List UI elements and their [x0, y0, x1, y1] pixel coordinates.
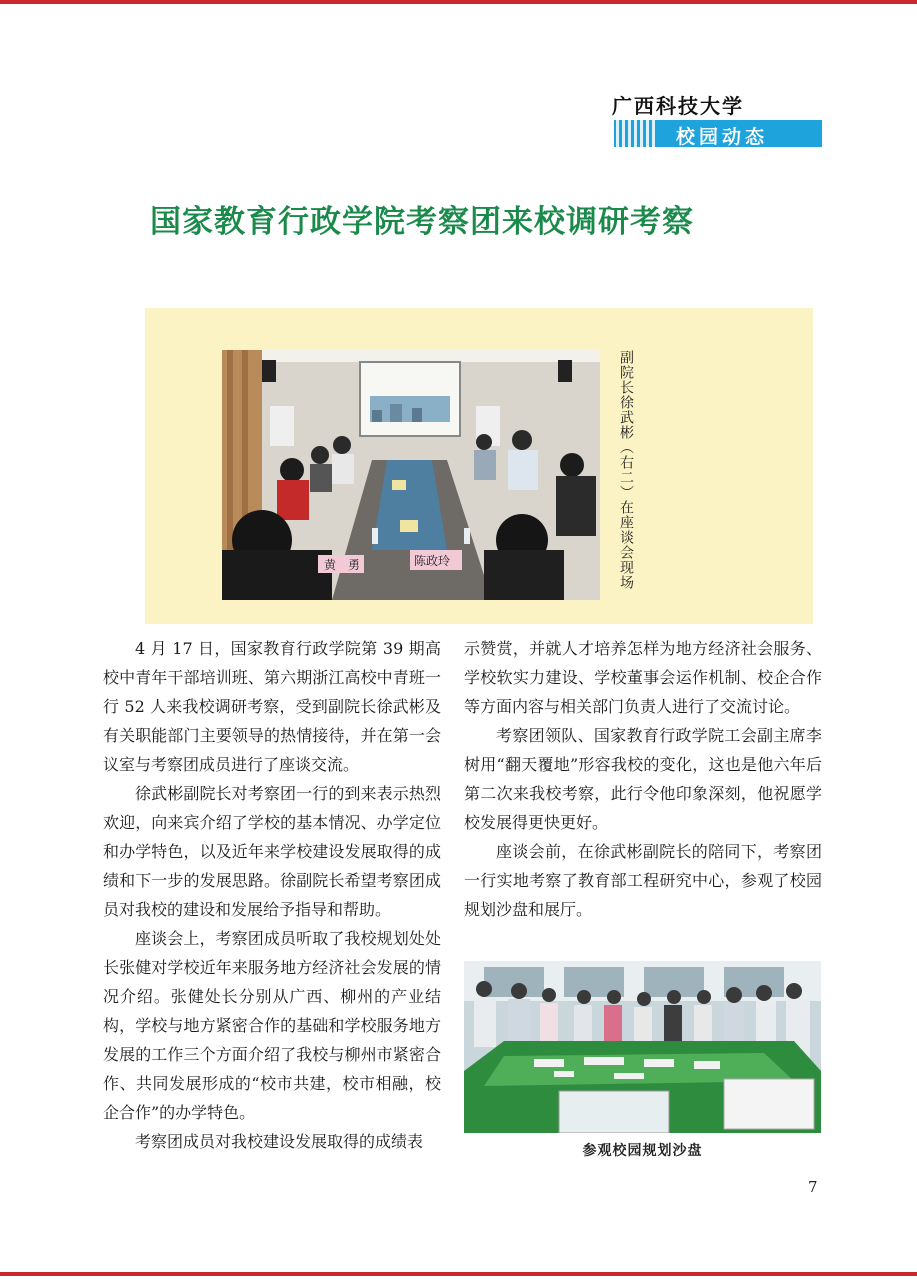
- section-label: 校园动态: [676, 126, 769, 147]
- university-name: 广西科技大学: [612, 94, 744, 118]
- page-number: 7: [808, 1178, 818, 1196]
- paragraph: 考察团领队、国家教育行政学院工会副主席李树用“翻天覆地”形容我校的变化，这也是他六年后第二次来我校考察，此行令他印象深刻，他祝愿学校发展得更快更好。: [464, 726, 822, 832]
- paragraph: 示赞赏，并就人才培养怎样为地方经济社会服务、学校软实力建设、学校董事会运作机制、校企合作等方面内容与相关部门负责人进行了交流讨论。: [464, 639, 822, 716]
- campus-model-photo: [464, 961, 821, 1133]
- paragraph: 座谈会前，在徐武彬副院长的陪同下，考察团一行实地考察了教育部工程研究中心，参观了校园规划沙盘和展厅。: [464, 842, 822, 919]
- paragraph: 考察团成员对我校建设发展取得的成绩表: [135, 1132, 424, 1151]
- article-column-right: [464, 634, 822, 924]
- meeting-photo-image: [222, 350, 600, 600]
- nameplate-1: 黄 勇: [324, 558, 361, 572]
- article-column-left: [103, 634, 441, 1156]
- nameplate-2: 陈政玲: [414, 554, 451, 568]
- meeting-photo-caption: 副院长徐武彬（右二）在座谈会现场: [618, 350, 634, 590]
- section-banner: [614, 120, 822, 147]
- top-rule: [0, 0, 917, 4]
- banner-stripes: [616, 120, 656, 147]
- meeting-photo: [222, 350, 600, 600]
- campus-model-caption: 参观校园规划沙盘: [582, 1143, 703, 1159]
- campus-model-photo-image: [464, 961, 821, 1133]
- article-title: 国家教育行政学院考察团来校调研考察: [150, 204, 694, 240]
- paragraph: 4 月 17 日，国家教育行政学院第 39 期高校中青年干部培训班、第六期浙江高校中青班一行 52 人来我校调研考察，受到副院长徐武彬及有关职能部门主要领导的热情接待，并在第一会议室与考察团成员进行了座谈交流。: [103, 639, 441, 774]
- paragraph: 徐武彬副院长对考察团一行的到来表示热烈欢迎，向来宾介绍了学校的基本情况、办学定位和办学特色，以及近年来学校建设发展取得的成绩和下一步的发展思路。徐副院长希望考察团成员对我校的建设和发展给予指导和帮助。: [103, 784, 441, 919]
- paragraph: 座谈会上，考察团成员听取了我校规划处处长张健对学校近年来服务地方经济社会发展的情况介绍。张健处长分别从广西、柳州的产业结构，学校与地方紧密合作的基础和学校服务地方发展的工作三个方面介绍了我校与柳州市紧密合作、共同发展形成的“校市共建，校市相融，校企合作”的办学特色。: [103, 929, 441, 1122]
- bottom-rule: [0, 1272, 917, 1276]
